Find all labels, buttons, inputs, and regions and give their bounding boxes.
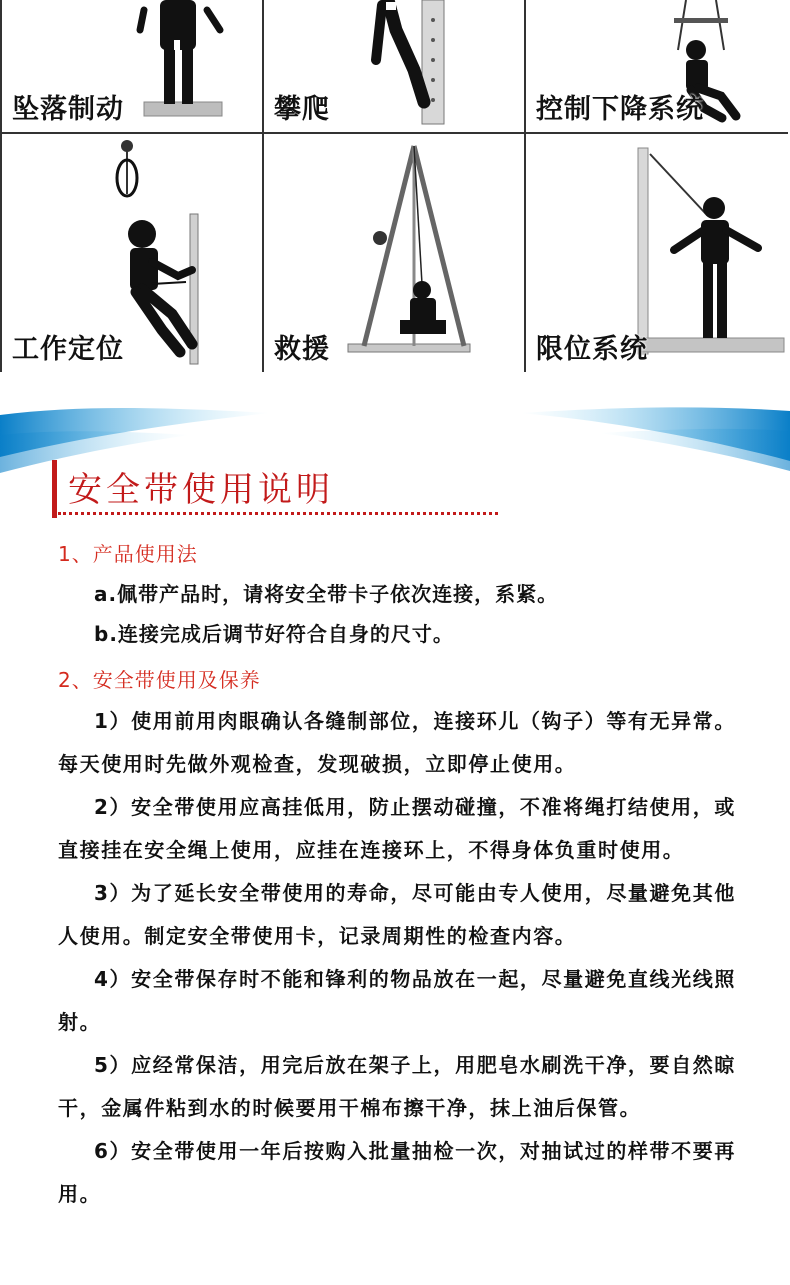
- part1-heading: 1、产品使用法: [58, 542, 198, 566]
- panel-controlled-descent: [526, 0, 788, 134]
- part2-paragraph: 5）应经常保洁，用完后放在架子上，用肥皂水刷洗干净，要自然晾干，金属件粘到水的时候要用干棉布擦干净，抹上油后保管。: [58, 1053, 736, 1120]
- title-dotted-underline: [58, 512, 498, 515]
- part2-heading: 2、安全带使用及保养: [58, 668, 261, 692]
- panel-restraint: [526, 134, 788, 372]
- panel-label: 救援: [274, 334, 330, 365]
- panel-label: 控制下降系统: [536, 94, 704, 125]
- part2-paragraph: 1）使用前用肉眼确认各缝制部位，连接环儿（钩子）等有无异常。每天使用时先做外观检查，发现破损，立即停止使用。: [58, 709, 736, 776]
- panel-label: 坠落制动: [12, 94, 124, 125]
- panel-rescue: [264, 134, 526, 372]
- instructions-content: [58, 534, 748, 1216]
- part2-paragraph: 4）安全带保存时不能和锋利的物品放在一起，尽量避免直线光线照射。: [58, 967, 736, 1034]
- section-title-block: [52, 458, 498, 520]
- part1-item: a.佩带产品时，请将安全带卡子依次连接，系紧。: [94, 582, 559, 606]
- panel-label: 工作定位: [12, 334, 124, 365]
- part1-item: b.连接完成后调节好符合自身的尺寸。: [94, 622, 454, 646]
- panel-climbing: [264, 0, 526, 134]
- illustration-grid: [0, 0, 786, 372]
- panel-work-positioning: [2, 134, 264, 372]
- part2-paragraph: 6）安全带使用一年后按购入批量抽检一次，对抽试过的样带不要再用。: [58, 1139, 736, 1206]
- title-accent-bar: [52, 460, 57, 518]
- panel-label: 限位系统: [536, 334, 648, 365]
- part2-paragraph: 3）为了延长安全带使用的寿命，尽可能由专人使用，尽量避免其他人使用。制定安全带使用卡，记录周期性的检查内容。: [58, 881, 736, 948]
- part2-paragraph: 2）安全带使用应高挂低用，防止摆动碰撞，不准将绳打结使用，或直接挂在安全绳上使用，应挂在连接环上，不得身体负重时使用。: [58, 795, 736, 862]
- section-title: 安全带使用说明: [68, 470, 334, 510]
- panel-fall-arrest: [2, 0, 264, 134]
- panel-label: 攀爬: [274, 94, 330, 125]
